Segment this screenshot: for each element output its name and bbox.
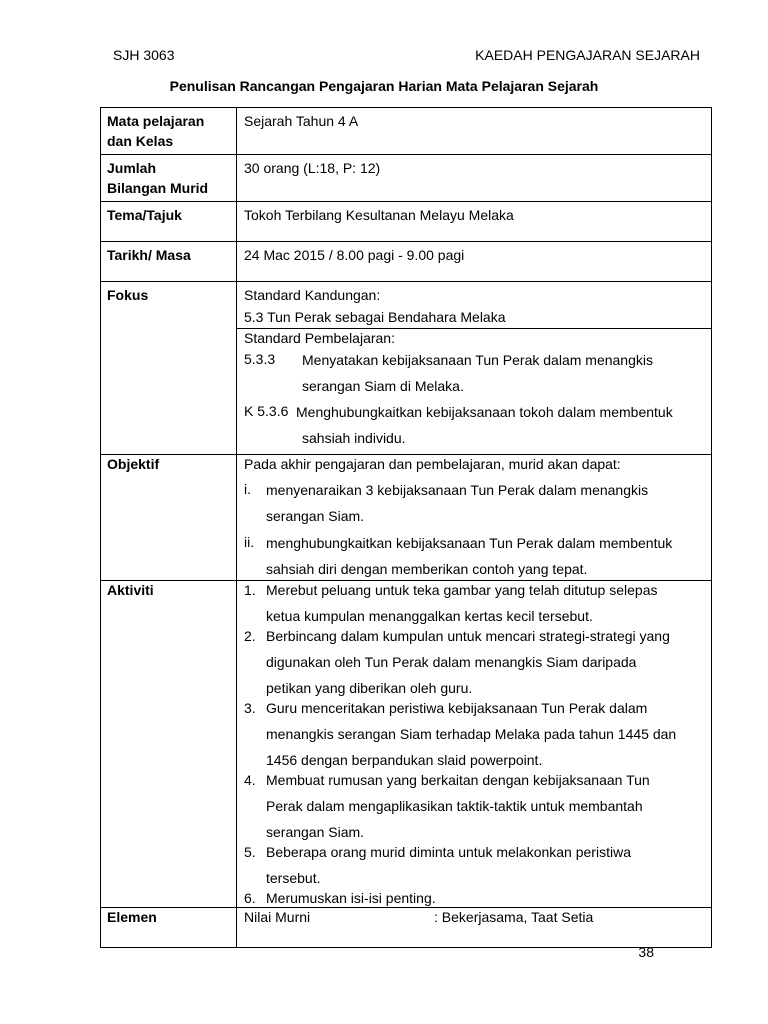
sp-code: K 5.3.6 (244, 403, 289, 419)
value-cell (237, 108, 712, 155)
subject-class-value: Sejarah Tahun 4 A (244, 113, 359, 129)
label-line: dan Kelas (107, 133, 174, 149)
student-count-value: 30 orang (L:18, P: 12) (244, 160, 381, 176)
value-cell (237, 581, 712, 908)
date-time-value: 24 Mac 2015 / 8.00 pagi - 9.00 pagi (244, 247, 465, 263)
label-cell (101, 155, 237, 202)
activity-text: Merebut peluang untuk teka gambar yang telah ditutup selepas (266, 582, 658, 598)
activity-text: Guru menceritakan peristiwa kebijaksanaan Tun Perak dalam (266, 700, 648, 716)
label-cell (101, 108, 237, 155)
sk-item: 5.3 Tun Perak sebagai Bendahara Melaka (244, 309, 506, 325)
element-key: Nilai Murni (244, 909, 311, 925)
sk-heading: Standard Kandungan: (244, 287, 381, 303)
objective-num: ii. (244, 534, 255, 550)
row-tema-tajuk (101, 202, 712, 242)
label-line: Fokus (107, 287, 149, 303)
activity-text: Membuat rumusan yang berkaitan dengan kebijaksanaan Tun (266, 772, 650, 788)
sp-heading: Standard Pembelajaran: (244, 330, 395, 346)
objective-num: i. (244, 481, 251, 497)
row-tarikh-masa (101, 242, 712, 282)
sp-item (244, 403, 705, 421)
element-row (244, 908, 705, 926)
objective-text: menghubungkaitkan kebijaksanaan Tun Perak dalam membentuk (266, 535, 673, 551)
row-aktiviti (101, 581, 712, 908)
value-cell (237, 282, 712, 329)
label-cell (101, 282, 237, 455)
label-cell (101, 908, 237, 948)
activity-text: Perak dalam mengaplikasikan taktik-taktik untuk membantah (266, 798, 643, 814)
activity-num: 6. (244, 890, 256, 906)
activity-item (244, 843, 705, 861)
label-line: Mata pelajaran (107, 113, 205, 129)
sp-text: Menghubungkaitkan kebijaksanaan tokoh dalam membentuk (296, 404, 673, 420)
label-line: Objektif (107, 456, 160, 472)
theme-value: Tokoh Terbilang Kesultanan Melayu Melaka (244, 207, 514, 223)
row-mata-pelajaran (101, 108, 712, 155)
row-elemen (101, 908, 712, 948)
activity-text: serangan Siam. (266, 824, 365, 840)
activity-item-cont (244, 797, 705, 815)
objective-text-cont: sahsiah diri dengan memberikan contoh yang tepat. (266, 561, 588, 577)
value-cell (237, 202, 712, 242)
lesson-plan-table (100, 107, 712, 948)
activity-num: 3. (244, 700, 256, 716)
page-title: Penulisan Rancangan Pengajaran Harian Mata Pelajaran Sejarah (169, 78, 599, 94)
activity-num: 4. (244, 772, 256, 788)
row-objektif (101, 455, 712, 581)
value-cell (237, 908, 712, 948)
label-line: Tema/Tajuk (107, 207, 182, 223)
objective-item (244, 534, 705, 552)
label-cell (101, 581, 237, 908)
element-value: : Bekerjasama, Taat Setia (434, 909, 594, 925)
activity-text: Berbincang dalam kumpulan untuk mencari strategi-strategi yang (266, 628, 670, 644)
value-cell (237, 155, 712, 202)
activity-text: Merumuskan isi-isi penting. (266, 890, 436, 906)
activity-text: petikan yang diberikan oleh guru. (266, 680, 473, 696)
label-cell (101, 202, 237, 242)
activity-text: Beberapa orang murid diminta untuk melakonkan peristiwa (266, 844, 631, 860)
activity-num: 2. (244, 628, 256, 644)
activity-text: menangkis serangan Siam terhadap Melaka pada tahun 1445 dan (266, 726, 677, 742)
activity-item-cont (244, 725, 705, 743)
label-line: Aktiviti (107, 582, 154, 598)
label-cell (101, 455, 237, 581)
activity-item-cont (244, 823, 705, 841)
course-name: KAEDAH PENGAJARAN SEJARAH (475, 47, 700, 63)
value-cell (237, 455, 712, 581)
label-cell (101, 242, 237, 282)
activity-text: tersebut. (266, 870, 321, 886)
objective-item (244, 481, 705, 499)
activity-item-cont (244, 653, 705, 671)
sp-item (244, 351, 705, 369)
value-cell (237, 329, 712, 455)
page-number: 38 (638, 944, 654, 960)
sp-code: 5.3.3 (244, 351, 276, 367)
activity-item (244, 889, 705, 907)
activity-item-cont (244, 751, 705, 769)
row-jumlah-murid (101, 155, 712, 202)
label-line: Elemen (107, 909, 157, 925)
activity-item (244, 699, 705, 717)
activity-text: ketua kumpulan menanggalkan kertas kecil tersebut. (266, 608, 593, 624)
objective-intro: Pada akhir pengajaran dan pembelajaran, murid akan dapat: (244, 456, 621, 472)
value-cell (237, 242, 712, 282)
label-line: Jumlah (107, 160, 157, 176)
sp-text-cont: serangan Siam di Melaka. (302, 378, 464, 394)
activity-item (244, 771, 705, 789)
activity-text: 1456 dengan berpandukan slaid powerpoint. (266, 752, 543, 768)
label-line: Tarikh/ Masa (107, 247, 191, 263)
sp-text: Menyatakan kebijaksanaan Tun Perak dalam menangkis (302, 352, 653, 368)
activity-item (244, 627, 705, 645)
activity-num: 5. (244, 844, 256, 860)
activity-text: digunakan oleh Tun Perak dalam menangkis Siam daripada (266, 654, 637, 670)
label-line: Bilangan Murid (107, 180, 209, 196)
activity-item-cont (244, 607, 705, 625)
objective-text-cont: serangan Siam. (266, 508, 365, 524)
activity-num: 1. (244, 582, 256, 598)
activity-item-cont (244, 869, 705, 887)
course-code: SJH 3063 (113, 47, 175, 63)
sp-text-cont: sahsiah individu. (302, 430, 406, 446)
row-fokus-kandungan (101, 282, 712, 329)
activity-item (244, 581, 705, 599)
objective-text: menyenaraikan 3 kebijaksanaan Tun Perak dalam menangkis (266, 482, 649, 498)
activity-item-cont (244, 679, 705, 697)
